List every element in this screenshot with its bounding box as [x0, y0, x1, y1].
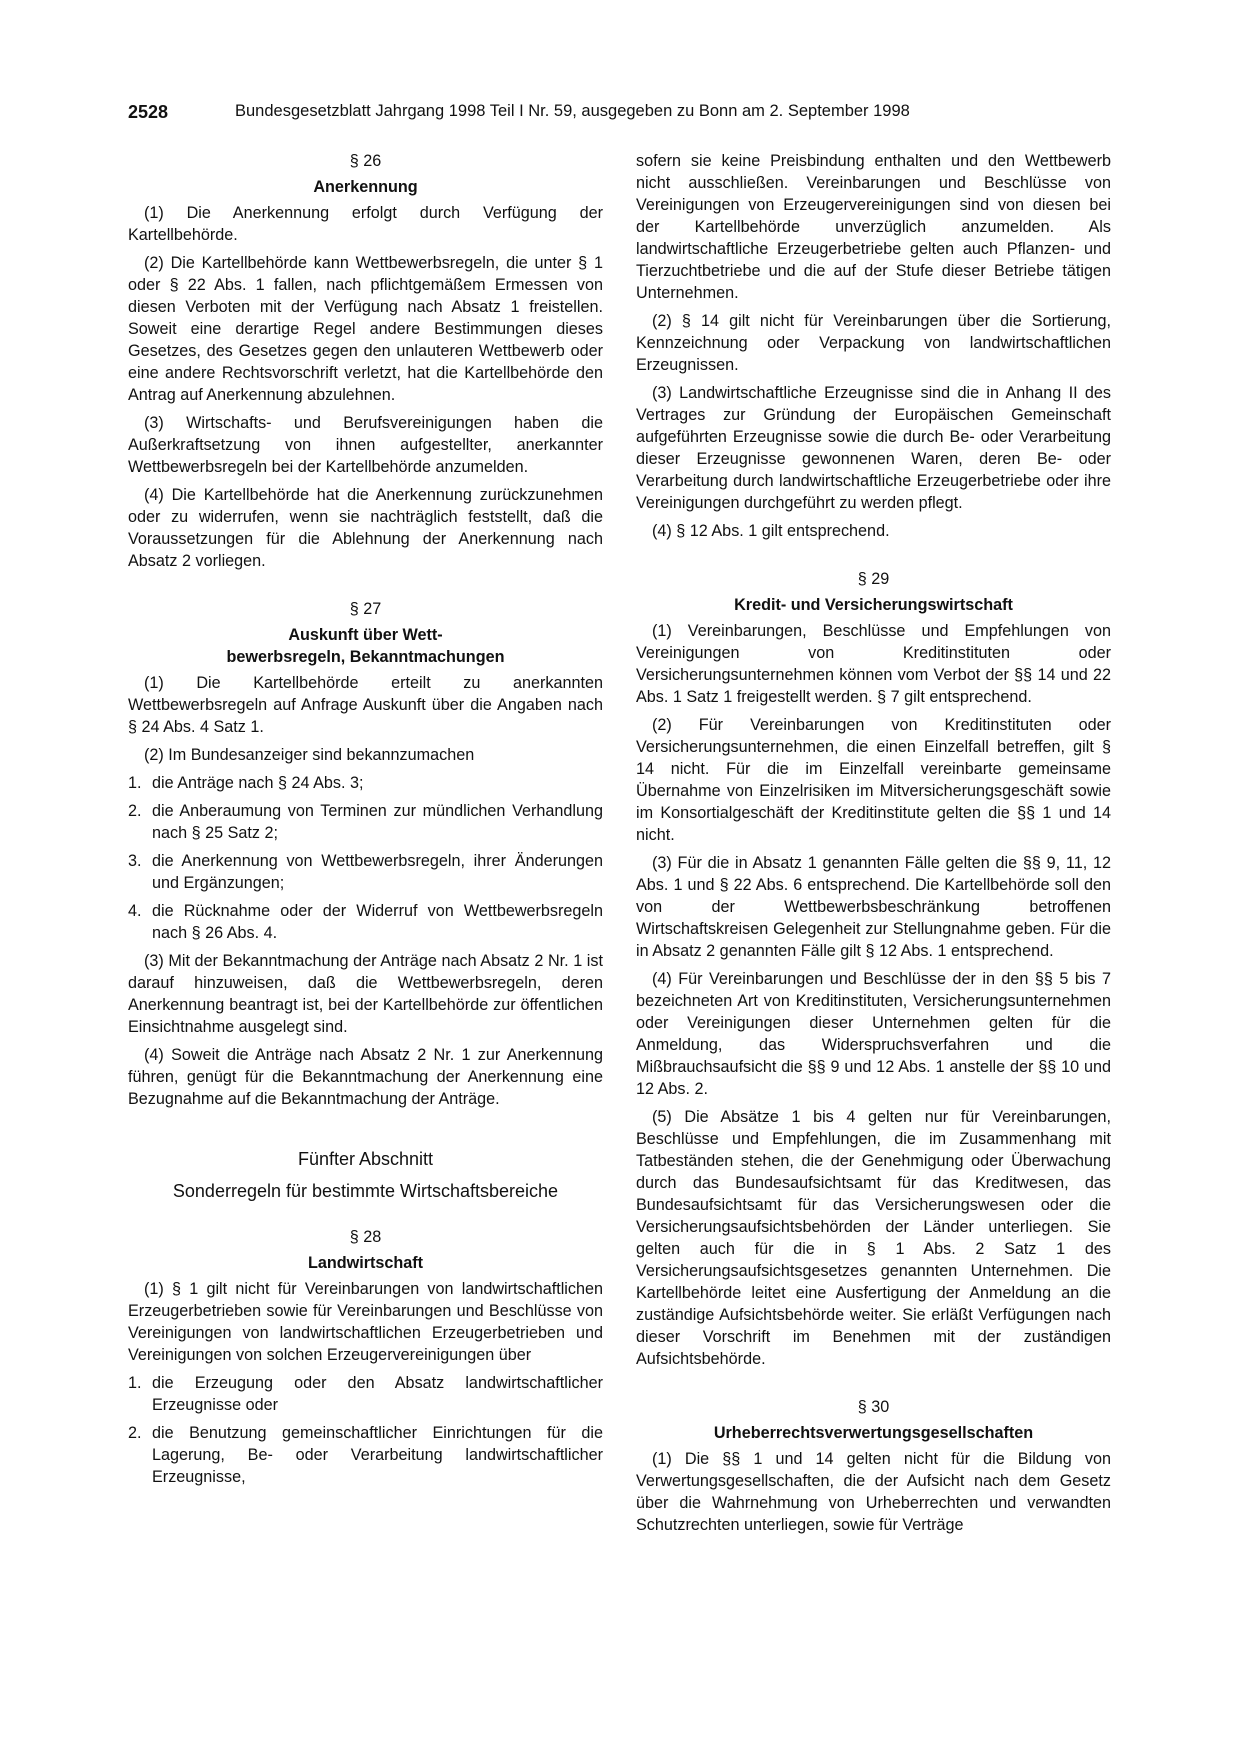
list-item-text: die Anberaumung von Terminen zur mündlichen Verhandlung nach § 25 Satz 2; [152, 802, 603, 842]
paragraph: (4) § 12 Abs. 1 gilt entsprechend. [652, 522, 890, 540]
section-title: Landwirtschaft [307, 1254, 424, 1272]
running-title: Bundesgesetzblatt Jahrgang 1998 Teil I Nr. 59, ausgegeben zu Bonn am 2. September 1998 [235, 102, 910, 120]
paragraph: (2) Die Kartellbehörde kann Wettbewerbsregeln, die unter § 1 oder § 22 Abs. 1 fallen, nach pflichtgemäßem Ermessen von diesen Verboten mit der Verfügung nach Absatz 1 freistellen. Soweit eine derartige Regel andere Bestimmungen dieses Gesetzes, des Gesetzes gegen den unlauteren Wettbewerb oder eine andere Rechtsvorschrift verletzt, hat die Kartellbehörde den Antrag auf Anerkennung abzulehnen. [128, 254, 603, 404]
chapter-number: Fünfter Abschnitt [297, 1149, 434, 1169]
list-item [128, 900, 603, 944]
section-26 [128, 150, 603, 572]
list-item [128, 772, 603, 794]
paragraph: (2) Für Vereinbarungen von Kreditinstituten oder Versicherungsunternehmen, die einen Einzelfall betreffen, gilt § 14 nicht. Für die im Einzelfall vereinbarte gemeinsame Übernahme von Einzelrisiken im Mitversicherungsgeschäft sowie im Konsortialgeschäft der Kreditinstitute gelten die §§ 1 und 14 nicht. [636, 716, 1111, 844]
paragraph: (2) Im Bundesanzeiger sind bekannzumachen [144, 746, 475, 764]
paragraph: (5) Die Absätze 1 bis 4 gelten nur für Vereinbarungen, Beschlüsse und Empfehlungen, die im Zusammenhang mit Tatbeständen stehen, die der Genehmigung oder Überwachung durch das Bundesaufsichtsamt für das Kreditwesen, das Bundesaufsichtsamt für das Versicherungswesen oder die Versicherungsaufsichtsbehörden der Länder unterliegen. Sie gelten auch für die in § 1 Abs. 2 Satz 1 des Versicherungsaufsichtsgesetzes genannten Unternehmen. Die Kartellbehörde leitet eine Ausfertigung der Anmeldung an die zuständige Aufsichtsbehörde weiter. Sie erläßt Verfügungen nach dieser Vorschrift im Benehmen mit der zuständigen Aufsichtsbehörde. [636, 1108, 1111, 1368]
left-column [128, 150, 603, 1494]
section-title-line-2: bewerbsregeln, Bekanntmachungen [226, 648, 505, 666]
numbered-list [128, 772, 603, 944]
section-title: Urheberrechtsverwertungsgesellschaften [713, 1424, 1034, 1442]
right-column [636, 150, 1111, 1542]
list-item [128, 1422, 603, 1488]
list-item-text: die Anerkennung von Wettbewerbsregeln, ihrer Änderungen und Ergänzungen; [152, 852, 603, 892]
paragraph: (1) Vereinbarungen, Beschlüsse und Empfehlungen von Vereinigungen von Kreditinstituten oder Versicherungsunternehmen können vom Verbot der §§ 14 und 22 Abs. 1 Satz 1 freigestellt werden. § 7 gilt entsprechend. [636, 622, 1111, 706]
chapter-heading [128, 1146, 603, 1204]
list-item [128, 1372, 603, 1416]
list-item-number: 2. [128, 802, 142, 820]
list-item [128, 800, 603, 844]
paragraph: (3) Für die in Absatz 1 genannten Fälle gelten die §§ 9, 11, 12 Abs. 1 und § 22 Abs. 6 entsprechend. Die Kartellbehörde soll den von der Wettbewerbsbeschränkung betroffenen Wirtschaftskreisen Gelegenheit zur Stellungnahme geben. Für die in Absatz 2 genannten Fälle gilt § 12 Abs. 1 entsprechend. [636, 854, 1111, 960]
section-30 [636, 1396, 1111, 1536]
paragraph: (1) Die Kartellbehörde erteilt zu anerkannten Wettbewerbsregeln auf Anfrage Auskunft über die Angaben nach § 24 Abs. 4 Satz 1. [128, 674, 603, 736]
chapter-title: Sonderregeln für bestimmte Wirtschaftsbereiche [172, 1181, 559, 1201]
section-number: § 30 [857, 1398, 890, 1416]
list-item [128, 850, 603, 894]
list-item-number: 2. [128, 1424, 142, 1442]
section-title: Anerkennung [313, 178, 418, 196]
paragraph: (4) Die Kartellbehörde hat die Anerkennung zurückzunehmen oder zu widerrufen, wenn sie nachträglich feststellt, daß die Voraussetzungen für die Ablehnung der Anerkennung nach Absatz 2 vorliegen. [128, 486, 603, 570]
paragraph: (1) § 1 gilt nicht für Vereinbarungen von landwirtschaftlichen Erzeugerbetrieben sowie für Vereinbarungen und Beschlüsse von Vereinigungen von landwirtschaftlichen Erzeugerbetrieben und Vereinigungen von solchen Erzeugervereinigungen über [128, 1280, 603, 1364]
paragraph: (4) Soweit die Anträge nach Absatz 2 Nr. 1 zur Anerkennung führen, genügt für die Bekanntmachung der Anerkennung eine Bezugnahme auf die Bekanntmachung der Anträge. [128, 1046, 603, 1108]
section-29 [636, 568, 1111, 1370]
section-number: § 29 [857, 570, 890, 588]
paragraph: (1) Die Anerkennung erfolgt durch Verfügung der Kartellbehörde. [128, 204, 603, 244]
section-27 [128, 598, 603, 1110]
list-item-text: die Anträge nach § 24 Abs. 3; [152, 774, 364, 792]
section-title-line-1: Auskunft über Wett- [288, 626, 443, 644]
paragraph: (4) Für Vereinbarungen und Beschlüsse der in den §§ 5 bis 7 bezeichneten Art von Kreditinstituten, Versicherungsunternehmen oder Vereinigungen dieser Unternehmen gelten für die Anmeldung, das Widerspruchsverfahren und die Mißbrauchsaufsicht die §§ 9 und 12 Abs. 1 anstelle der §§ 10 und 12 Abs. 2. [636, 970, 1111, 1098]
list-item-text: die Rücknahme oder der Widerruf von Wettbewerbsregeln nach § 26 Abs. 4. [152, 902, 603, 942]
section-28-continued [636, 150, 1111, 542]
section-28 [128, 1226, 603, 1488]
numbered-list [128, 1372, 603, 1488]
section-title: Kredit- und Versicherungswirtschaft [734, 596, 1013, 614]
section-number: § 27 [349, 600, 382, 618]
list-item-number: 4. [128, 902, 142, 920]
list-item-text: die Benutzung gemeinschaftlicher Einrichtungen für die Lagerung, Be- oder Verarbeitung landwirtschaftlicher Erzeugnisse, [152, 1424, 603, 1486]
page-number: 2528 [128, 102, 169, 122]
paragraph: (3) Mit der Bekanntmachung der Anträge nach Absatz 2 Nr. 1 ist darauf hinzuweisen, daß die Wettbewerbsregeln, deren Anerkennung beantragt ist, bei der Kartellbehörde zur öffentlichen Einsichtnahme ausgelegt sind. [128, 952, 603, 1036]
list-item-text: die Erzeugung oder den Absatz landwirtschaftlicher Erzeugnisse oder [152, 1374, 603, 1414]
paragraph: (3) Landwirtschaftliche Erzeugnisse sind die in Anhang II des Vertrages zur Gründung der Europäischen Gemeinschaft aufgeführten Erzeugnisse sowie die durch Be- oder Verarbeitung dieser Erzeugnisse gewonnenen Waren, deren Be- oder Verarbeitung durch landwirtschaftliche Erzeugerbetriebe oder ihre Vereinigungen durchgeführt zu werden pflegt. [636, 384, 1111, 512]
list-item-number: 1. [128, 1374, 142, 1392]
page-header [128, 102, 1112, 130]
paragraph: (1) Die §§ 1 und 14 gelten nicht für die Bildung von Verwertungsgesellschaften, die der Aufsicht nach dem Gesetz über die Wahrnehmung von Urheberrechten und verwandten Schutzrechten unterliegen, sowie für Verträge [636, 1450, 1111, 1534]
paragraph: (2) § 14 gilt nicht für Vereinbarungen über die Sortierung, Kennzeichnung oder Verpackung von landwirtschaftlichen Erzeugnissen. [636, 312, 1111, 374]
paragraph: sofern sie keine Preisbindung enthalten und den Wettbewerb nicht ausschließen. Vereinbarungen und Beschlüsse von Vereinigungen von Erzeugervereinigungen sind von diesen bei der Kartellbehörde unverzüglich anzumelden. Als landwirtschaftliche Erzeugerbetriebe gelten auch Pflanzen- und Tierzuchtbetriebe und die auf der Stufe dieser Betriebe tätigen Unternehmen. [636, 152, 1111, 302]
list-item-number: 3. [128, 852, 142, 870]
paragraph: (3) Wirtschafts- und Berufsvereinigungen haben die Außerkraftsetzung von ihnen aufgestellter, anerkannter Wettbewerbsregeln bei der Kartellbehörde anzumelden. [128, 414, 603, 476]
list-item-number: 1. [128, 774, 142, 792]
section-number: § 28 [349, 1228, 382, 1246]
section-number: § 26 [349, 152, 382, 170]
